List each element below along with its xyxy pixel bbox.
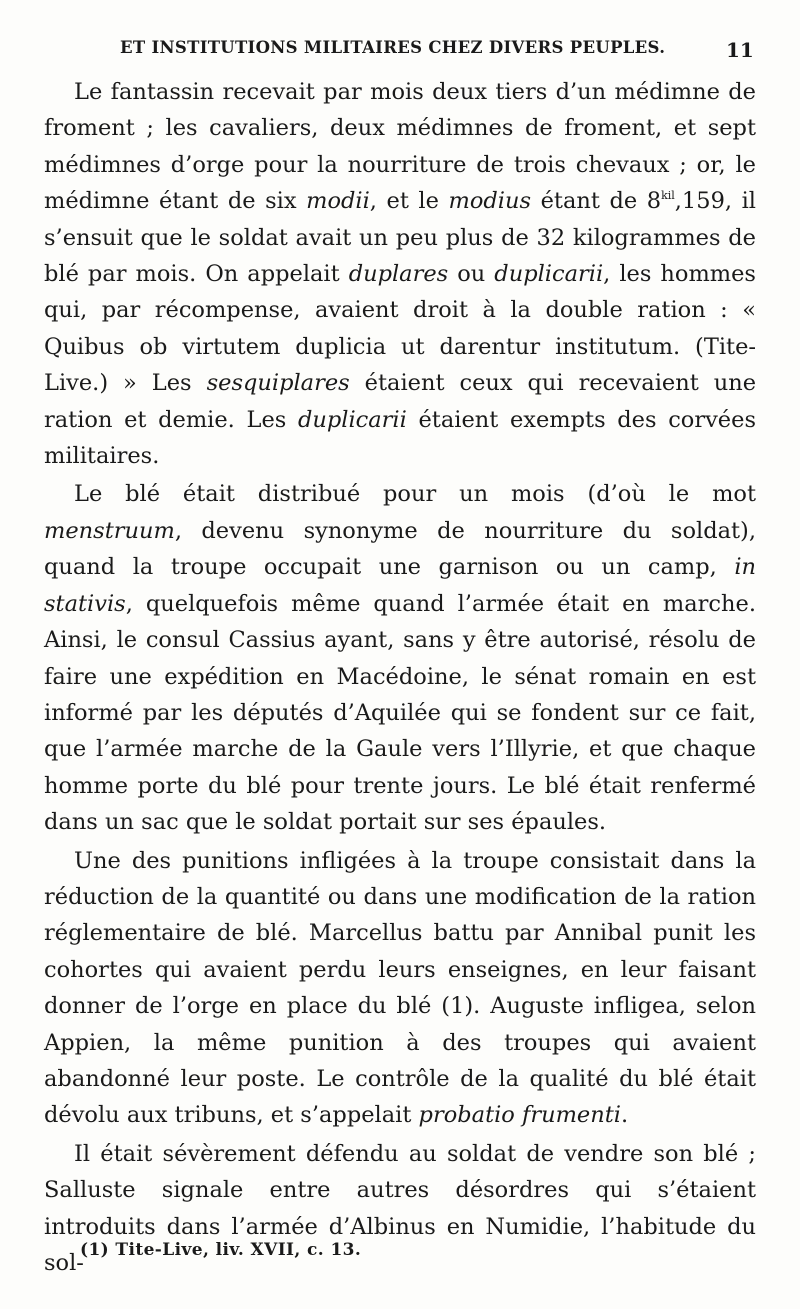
text-run: étaient exempts des corvées militaires. [44, 406, 756, 470]
text-run: Une des punitions infligées à la troupe consistait dans la réduction de la quantité ou dans une modification de la ration réglementaire de blé. Marcellus battu par Annibal punit les cohortes qui avaient perdu leurs enseignes, en leur faisant donner de l’orge en place du blé (1). Auguste infligea, selon Appien, la même punition à des troupes qui avaient abandonné leur poste. Le contrôle de la qualité du blé était dévolu aux tribuns, et s’appelait [44, 847, 756, 1129]
paragraph-punishments [44, 843, 756, 1134]
text-run: ou [448, 261, 495, 288]
unit-superscript: kil [661, 189, 675, 203]
italic-term: sesquiplares [206, 370, 350, 397]
footnote: (1) Tite-Live, liv. XVII, c. 13. [80, 1240, 362, 1260]
text-run: Le fantassin recevait par mois deux tiers d’un médimne de froment ; les cavaliers, deux médimnes de froment, et sept médimnes d’orge pour la nourriture de trois chevaux ; or, le médimne étant de six [44, 79, 756, 215]
text-run: , devenu synonyme de nourriture du soldat), quand la troupe occupait une garnison ou un camp, [44, 517, 756, 581]
italic-term: menstruum [44, 517, 175, 544]
italic-term: duplares [348, 261, 449, 288]
body-text [44, 74, 756, 1281]
text-run: , et le [369, 188, 449, 215]
running-head: ET INSTITUTIONS MILITAIRES CHEZ DIVERS PEUPLES. [120, 38, 666, 57]
text-run: , quelquefois même quand l’armée était en marche. Ainsi, le consul Cassius ayant, sans y être autorisé, résolu de faire une expédition en Macédoine, le sénat romain en est informé par les députés d’Aquilée qui se fondent sur ce fait, que l’armée marche de la Gaule vers l’Illyrie, et que chaque homme porte du blé pour trente jours. Le blé était renfermé dans un sac que le soldat portait sur ses épaules. [44, 590, 756, 836]
text-run: . [620, 1102, 629, 1129]
page-number: 11 [726, 38, 754, 62]
italic-term: in stativis [44, 554, 756, 617]
italic-term: probatio frumenti [418, 1102, 621, 1129]
text-run: étaient ceux qui recevaient une ration et demie. Les [44, 370, 757, 433]
italic-term: duplicarii [297, 406, 407, 433]
text-run: étant de 8 [531, 188, 662, 215]
paragraph-rations [44, 74, 756, 474]
italic-term: modius [448, 188, 532, 215]
text-run: ,159, il s’ensuit que le soldat avait un peu plus de 32 kilogrammes de blé par mois. On appelait [44, 188, 756, 288]
text-run: , les hommes qui, par récompense, avaient droit à la double ration : « Quibus ob virtutem duplicia ut darentur institutum. (Tite-Live.) » Les [44, 261, 756, 397]
text-run: Le blé était distribué pour un mois (d’où le mot [74, 481, 756, 508]
text-run: Il était sévèrement défendu au soldat de vendre son blé ; Salluste signale entre autres désordres qui s’étaient introduits dans l’armée d’Albinus en Numidie, l’habitude du sol- [44, 1140, 756, 1276]
italic-term: modii [306, 188, 370, 215]
italic-term: duplicarii [494, 261, 604, 288]
paragraph-distribution [44, 476, 756, 840]
